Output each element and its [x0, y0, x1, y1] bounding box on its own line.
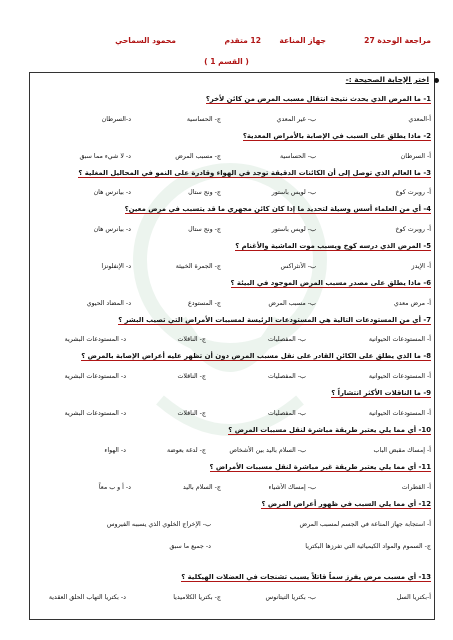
option-b[interactable]: ب- إمساك الأشياء: [268, 484, 316, 491]
options-row-9: [34, 408, 431, 419]
option-a[interactable]: أ- المستودعات الحيوانية: [368, 336, 431, 343]
options-row-10: [34, 445, 431, 456]
question-6: [33, 277, 431, 289]
option-b[interactable]: ب- السلام باليد بين الأشخاص: [229, 447, 306, 454]
teacher-name: محمود السماحي: [115, 36, 176, 45]
options-row-2: [34, 151, 431, 162]
question-9: [33, 387, 431, 399]
question-text: 3- ما العالم الذي توصل إلى أن الكائنات الدقيقة توجد في الهواء وقادرة على النمو في المحاليل المغلية ؟: [78, 169, 431, 177]
question-text: 12- أي مما يلي السبب في ظهور أعراض المرض ؟: [261, 500, 431, 508]
question-5: [33, 240, 431, 252]
option-b[interactable]: ب- المفصليات: [268, 373, 306, 380]
option-b[interactable]: ب- الإخراج الخلوي الذي يسببه الفيروس: [106, 521, 211, 528]
option-d[interactable]: د- الإنفلونزا: [101, 263, 131, 270]
instruction-text: اختر الإجابة الصحيحة :-: [345, 75, 429, 84]
option-b[interactable]: ب- الحساسية: [279, 153, 316, 160]
option-d[interactable]: د- بيانرس هان: [93, 226, 131, 233]
question-text: 10- أي مما يلي يعتبر طريقة مباشرة لنقل مسببات المرض ؟: [228, 426, 431, 434]
option-a[interactable]: أ- إمساك مقبض الباب: [373, 447, 431, 454]
options-row-3: [34, 187, 431, 198]
question-text: 13- أي مسبب مرض يفرز سماً قاتلاً يسبب تشنجات في العضلات الهيكلية ؟: [181, 573, 431, 581]
subject-title: جهاز المناعة: [279, 36, 326, 45]
options-row-13: [34, 592, 431, 603]
option-a[interactable]: أ- المستودعات الحيوانية: [368, 410, 431, 417]
question-3: [33, 167, 431, 179]
option-d[interactable]: د- المستودعات البشرية: [64, 336, 126, 343]
option-d[interactable]: د-السرطان: [101, 116, 131, 123]
section-label: ( القسم 1 ): [204, 57, 249, 66]
options-row-12a: [34, 519, 431, 530]
question-text: 4- أي من العلماء أسس وسيلة لتحديد ما إذا كان كائن مجهري ما قد يتسبب في مرض معين؟: [124, 205, 431, 213]
options-row-7: [34, 334, 431, 345]
option-d[interactable]: د- الهواء: [104, 447, 126, 454]
question-text: 8- ما الذي يطلق على الكائن القادر على نقل مسبب المرض دون أن تظهر عليه أعراض الإصابة بالمرض ؟: [81, 352, 431, 360]
question-text: 1- ما المرض الذي يحدث نتيجة انتقال مسبب المرض من كائن لأخر؟: [205, 95, 431, 103]
question-11: [33, 461, 431, 473]
option-a[interactable]: أ- السرطان: [400, 153, 431, 160]
option-a[interactable]: أ- القطرات: [401, 484, 431, 491]
option-c[interactable]: ج- ونج ستال: [188, 226, 221, 233]
option-b[interactable]: ب- المفصليات: [268, 410, 306, 417]
option-c[interactable]: ج- الناقلات: [177, 410, 206, 417]
question-text: 9- ما الناقلات الأكثر انتشاراً ؟: [331, 389, 431, 397]
option-a[interactable]: أ- المستودعات الحيوانية: [368, 373, 431, 380]
question-13: [33, 571, 431, 583]
option-a[interactable]: أ- استجابة جهاز المناعة في الجسم لمسبب المرض: [299, 521, 431, 528]
option-b[interactable]: ب- المفصليات: [268, 336, 306, 343]
question-text: 2- ماذا يطلق على السبب في الإصابة بالأمراض المعدية؟: [242, 132, 431, 140]
bullet-icon: [434, 78, 439, 83]
option-b[interactable]: ب- غير المعدي: [276, 116, 316, 123]
question-2: [33, 130, 431, 142]
options-row-11: [34, 482, 431, 493]
option-a[interactable]: أ-المعدي: [408, 116, 431, 123]
option-d[interactable]: د- لا شيء مما سبق: [79, 153, 131, 160]
option-c[interactable]: ج- لدغة بعوضة: [167, 447, 206, 454]
option-a[interactable]: أ- روبرت كوخ: [395, 189, 431, 196]
option-d[interactable]: د- بيانرس هان: [93, 189, 131, 196]
option-c[interactable]: ج- الناقلات: [177, 336, 206, 343]
question-12: [33, 498, 431, 510]
option-c[interactable]: ج- ونج ستال: [188, 189, 221, 196]
option-b[interactable]: ب- بكتريا التيتانوس: [265, 594, 316, 601]
question-text: 5- المرض الذي درسه كوخ ويسبب موت الماشية والأغنام ؟: [235, 242, 431, 250]
option-a[interactable]: أ- روبرت كوخ: [395, 226, 431, 233]
grade-label: 12 متقدم: [224, 36, 261, 45]
question-4: [33, 203, 431, 215]
option-a[interactable]: أ-بكتريا السل: [396, 594, 431, 601]
option-d[interactable]: د- المستودعات البشرية: [64, 373, 126, 380]
option-d[interactable]: د- المستودعات البشرية: [64, 410, 126, 417]
question-1: [33, 93, 431, 105]
options-row-6: [34, 298, 431, 309]
option-c[interactable]: ج- السلام باليد: [182, 484, 221, 491]
option-c[interactable]: ج- بكتريا الكلاميديا: [173, 594, 221, 601]
question-text: 11- أي مما يلي يعتبر طريقة غير مباشرة لنقل مسببات الأمراض ؟: [209, 463, 431, 471]
option-b[interactable]: ب- لويس باستور: [271, 189, 316, 196]
option-b[interactable]: ب- مسبب المرض: [268, 300, 316, 307]
option-c[interactable]: ج- الجمرة الخبيثة: [175, 263, 221, 270]
option-c[interactable]: ج- المستودع: [188, 300, 221, 307]
options-row-4: [34, 224, 431, 235]
options-row-1: [34, 114, 431, 125]
unit-title: مراجعة الوحدة 27: [364, 36, 431, 45]
option-c[interactable]: ج- مسبب المرض: [175, 153, 221, 160]
options-row-12b: [34, 541, 431, 552]
question-text: 7- أي من المستودعات التالية هي المستودعات الرئيسة لمسببات الأمراض التي تصيب البشر ؟: [118, 316, 431, 324]
option-d[interactable]: د- المضاد الحيوي: [86, 300, 131, 307]
question-8: [33, 350, 431, 362]
worksheet-header: [34, 36, 431, 50]
option-c[interactable]: ج- الناقلات: [177, 373, 206, 380]
option-b[interactable]: ب- لويس باستور: [271, 226, 316, 233]
option-d[interactable]: د- أ و ب معاً: [98, 484, 131, 491]
question-10: [33, 424, 431, 436]
option-b[interactable]: ب- الأنثراكس: [280, 263, 316, 270]
option-c[interactable]: ج- السموم والمواد الكيميائية التي تفرزها البكتريا: [305, 543, 431, 550]
option-d[interactable]: د- بكتريا التهاب الحلق العقدية: [48, 594, 126, 601]
options-row-5: [34, 261, 431, 272]
options-row-8: [34, 371, 431, 382]
question-7: [33, 314, 431, 326]
option-a[interactable]: أ- مرض معدي: [393, 300, 431, 307]
question-text: 6- ماذا يطلق على مصدر مسبب المرض الموجود في البيئة ؟: [230, 279, 431, 287]
option-a[interactable]: أ- الإيدز: [411, 263, 431, 270]
option-d[interactable]: د- جميع ما سبق: [169, 543, 211, 550]
option-c[interactable]: ج- الحساسية: [186, 116, 221, 123]
